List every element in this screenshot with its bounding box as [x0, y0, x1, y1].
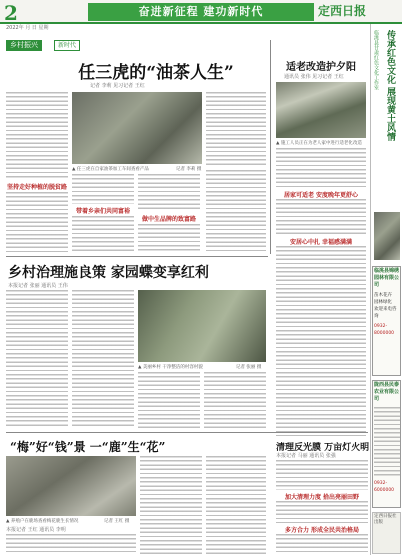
article5-body-c — [276, 534, 368, 554]
section-label: 乡村振兴 — [6, 40, 42, 51]
article2-body-b — [276, 199, 366, 235]
article1-body-col1 — [6, 92, 68, 180]
sidebar-ad2 — [372, 380, 401, 508]
ad1-line-1: 苗木花卉 — [374, 293, 392, 298]
article2-body — [276, 148, 366, 188]
ad1-phone: 0932-8000000 — [374, 324, 395, 336]
article4-body-col2 — [140, 456, 202, 554]
article1-body-col2 — [72, 174, 134, 204]
article2-photo — [276, 82, 366, 138]
article1-photo-credit: 记者 李莉 摄 — [176, 167, 202, 172]
article1-subhead3: 做中生品牌的致富路 — [141, 216, 196, 223]
page-number: 2 — [4, 1, 18, 25]
article5-subhead1: 加大清理力度 拾出亮丽田野 — [284, 494, 360, 501]
row-divider-2 — [6, 432, 368, 433]
article5-body — [276, 460, 368, 490]
article1-body-col2b — [72, 216, 134, 252]
newspaper-logo: 定西日报 — [318, 4, 367, 18]
sidebar-ad1 — [372, 266, 401, 376]
article1-body-col1b — [6, 192, 68, 252]
article4-photo-credit: 记者 王红 摄 — [104, 519, 130, 524]
sidebar-vertical-title: 传承红色文化 展现黄土风情 — [385, 30, 395, 142]
ad2-phone: 0932-6000000 — [374, 481, 395, 493]
article4-body-col3 — [206, 456, 266, 554]
ad2-body — [374, 407, 400, 477]
article3-byline: 本报记者 张丽 通讯员 王伟 — [8, 283, 68, 289]
article1-headline: 任三虎的“油茶人生” — [78, 63, 234, 83]
header-slogan: 奋进新征程 建功新时代 — [88, 3, 314, 21]
article3-photo-credit: 记者 张丽 摄 — [236, 365, 262, 370]
article1-photo-caption: ▲ 任三虎在自家油茶加工车间查看产品 — [72, 167, 149, 172]
article2-subhead2: 安居心中扎 幸福感满满 — [289, 239, 353, 246]
article3-body-col2 — [72, 290, 134, 428]
article4-photo — [6, 456, 136, 516]
article3-body-col4 — [204, 372, 266, 428]
ad1-line-3: 欢迎来电咨询 — [374, 307, 397, 319]
article2-subhead1: 居家可适老 安度晚年更舒心 — [283, 192, 359, 199]
ad1-line-2: 园林绿化 — [374, 300, 392, 305]
sidebar-footer: 定西日报社出版 — [374, 514, 397, 525]
article3-headline: 乡村治理施良策 家园蝶变享红利 — [8, 265, 209, 281]
article3-photo-caption: ▲ 美丽乡村 干净整洁的村容村貌 — [138, 365, 203, 370]
article2-byline: 通讯员 张伟 见习记者 王红 — [284, 74, 344, 80]
article2-headline: 适老改造护夕阳 — [286, 62, 356, 73]
article2-photo-caption: ▲ 施工人员正在为老人家中进行适老化改造 — [276, 141, 362, 146]
article1-subhead2: 带着乡亲们共同富裕 — [75, 208, 130, 215]
ad2-title: 陇西县民泰农业有限公司 — [374, 382, 400, 402]
article5-body-b — [276, 501, 368, 523]
article3-body-col1 — [6, 290, 68, 428]
article1-body-col3b — [138, 224, 200, 252]
article5-headline: 清理反光膜 万亩灯火明 — [276, 443, 370, 453]
section-tag: 新时代 — [54, 40, 80, 51]
article1-photo — [72, 92, 202, 164]
article3-photo — [138, 290, 266, 362]
article1-body-col3 — [138, 174, 200, 212]
row-divider — [6, 256, 268, 257]
article4-byline: 本报记者 王红 通讯员 李明 — [6, 527, 66, 533]
sidebar-vertical-sub: 临洮县甘肃红色文化工作室 — [373, 30, 379, 90]
article2-body-c — [276, 246, 366, 436]
article4-body-a — [6, 534, 136, 554]
article1-body-col4b — [206, 170, 266, 252]
article5-byline: 本报记者 马丽 通讯员 张强 — [276, 453, 336, 459]
dateline: 2022年 月 日 星期 — [6, 25, 49, 31]
sidebar-footer-box — [372, 512, 401, 554]
article1-subhead1: 坚持走好种植的脱贫路 — [6, 184, 67, 191]
article1-body-col4 — [206, 92, 266, 166]
article4-headline: “梅”好“钱”景 一“鹿”生“花” — [10, 440, 166, 454]
article3-body-col3 — [138, 372, 200, 428]
sidebar-photo — [374, 212, 400, 260]
article5-subhead2: 多方合力 形成全民共治格局 — [284, 527, 360, 534]
article4-photo-caption: ▲ 养殖户在鹿场查看梅花鹿生长情况 — [6, 519, 79, 524]
column-divider — [270, 40, 271, 254]
ad1-title: 临洮县锦绣园林有限公司 — [374, 268, 400, 288]
article1-byline: 记者 李莉 见习记者 王红 — [90, 83, 145, 89]
